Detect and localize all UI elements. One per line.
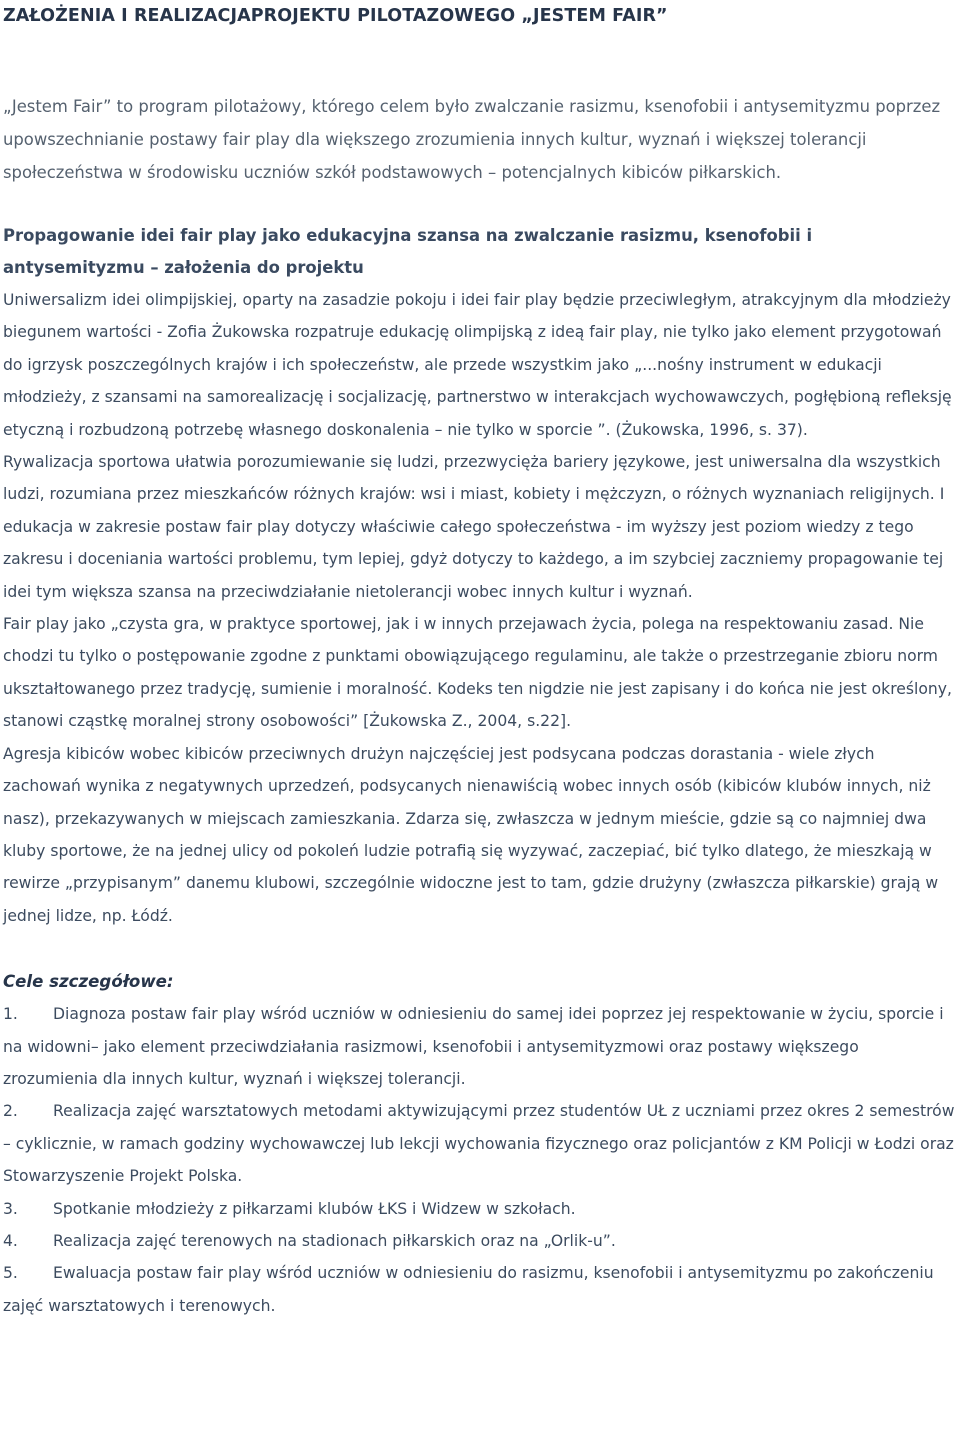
goal-text: Realizacja zajęć terenowych na stadionach piłkarskich oraz na „Orlik-u”. xyxy=(53,1231,616,1250)
body-paragraph: Rywalizacja sportowa ułatwia porozumiewanie się ludzi, przezwycięża bariery językowe, jest uniwersalna dla wszystkich ludzi, rozumiana przez mieszkańców różnych krajów: wsi i miast, kobiety i mężczyzn, o różnych wyznaniach religijnych. I edukacja w zakresie postaw fair play dotyczy właściwie całego społeczeństwa - im wyższy jest poziom wiedzy z tego zakresu i doceniania wartości problemu, tym lepiej, gdyż dotyczy to każdego, a im szybciej zaczniemy propagowanie tej idei tym większa szansa na przeciwdziałanie nietolerancji wobec innych kultur i wyznań. xyxy=(3,453,945,601)
section-heading: Propagowanie idei fair play jako edukacyjna szansa na zwalczanie rasizmu, ksenofobii i antysemityzmu – założenia do projektu xyxy=(3,226,813,277)
goal-text: Diagnoza postaw fair play wśród uczniów w odniesieniu do samej idei poprzez jej respektowanie w życiu, sporcie i na widowni– jako element przeciwdziałania rasizmowi, ksenofobii i antysemityzmowi oraz postawy większego zrozumienia dla innych kultur, wyznań i większej tolerancji. xyxy=(3,1005,944,1088)
goals-list xyxy=(3,998,955,1322)
body-paragraph: Uniwersalizm idei olimpijskiej, oparty na zasadzie pokoju i idei fair play będzie przeciwległym, atrakcyjnym dla młodzieży biegunem wartości - Zofia Żukowska rozpatruje edukację olimpijską z ideą fair play, nie tylko jako element przygotowań do igrzysk poszczególnych krajów i ich społeczeństw, ale przede wszystkim jako „...nośny instrument w edukacji młodzieży, z szansami na samorealizację i socjalizację, partnerstwo w interakcjach wychowawczych, pogłębioną refleksję etyczną i rozbudzoną potrzebę własnego doskonalenia – nie tylko w sporcie ”. (Żukowska, 1996, s. 37). xyxy=(3,291,952,439)
goal-item xyxy=(3,1225,955,1257)
goal-text: Realizacja zajęć warsztatowych metodami aktywizującymi przez studentów UŁ z uczniami przez okres 2 semestrów – cyklicznie, w ramach godziny wychowawczej lub lekcji wychowania fizycznego oraz policjantów z KM Policji w Łodzi oraz Stowarzyszenie Projekt Polska. xyxy=(3,1102,955,1186)
goal-number: 5. xyxy=(3,1264,18,1283)
document-title: ZAŁOŻENIA I REALIZACJAPROJEKTU PILOTAZOWEGO „JESTEM FAIR” xyxy=(3,6,668,26)
goal-item xyxy=(3,1257,955,1322)
intro-paragraph: „Jestem Fair” to program pilotażowy, którego celem było zwalczanie rasizmu, ksenofobii i antysemityzmu poprzez upowszechnianie postawy fair play dla większego zrozumienia innych kultur, wyznań i większej tolerancji społeczeństwa w środowisku uczniów szkół podstawowych – potencjalnych kibiców piłkarskich. xyxy=(3,97,941,182)
body-paragraph: Fair play jako „czysta gra, w praktyce sportowej, jak i w innych przejawach życia, polega na respektowaniu zasad. Nie chodzi tu tylko o postępowanie zgodne z punktami obowiązującego regulaminu, ale także o przestrzeganie zbioru norm ukształtowanego przez tradycję, sumienie i moralność. Kodeks ten nigdzie nie jest zapisany i do końca nie jest określony, stanowi cząstkę moralnej strony osobowości” [Żukowska Z., 2004, s.22]. xyxy=(3,615,952,731)
goal-number: 3. xyxy=(3,1199,18,1218)
goal-text: Spotkanie młodzieży z piłkarzami klubów ŁKS i Widzew w szkołach. xyxy=(53,1199,576,1218)
goal-number: 2. xyxy=(3,1102,18,1121)
body-paragraph: Agresja kibiców wobec kibiców przeciwnych drużyn najczęściej jest podsycana podczas dorastania - wiele złych zachowań wynika z negatywnych uprzedzeń, podsycanych nienawiścią wobec innych osób (kibiców klubów innych, niż nasz), przekazywanych w miejscach zamieszkania. Zdarza się, zwłaszcza w jednym mieście, gdzie są co najmniej dwa kluby sportowe, że na jednej ulicy od pokoleń ludzie potrafią się wyzywać, zaczepiać, bić tylko dlatego, że mieszkają w rewirze „przypisanym” danemu klubowi, szczególnie widoczne jest to tam, gdzie drużyny (zwłaszcza piłkarskie) grają w jednej lidze, np. Łódź. xyxy=(3,744,939,925)
goal-item xyxy=(3,1193,955,1225)
goal-number: 4. xyxy=(3,1231,18,1250)
goal-item xyxy=(3,998,955,1095)
goal-number: 1. xyxy=(3,1005,18,1024)
goals-heading: Cele szczegółowe: xyxy=(3,972,174,992)
goal-item xyxy=(3,1095,955,1192)
goal-text: Ewaluacja postaw fair play wśród uczniów w odniesieniu do rasizmu, ksenofobii i antysemityzmu po zakończeniu zajęć warsztatowych i terenowych. xyxy=(3,1264,934,1315)
